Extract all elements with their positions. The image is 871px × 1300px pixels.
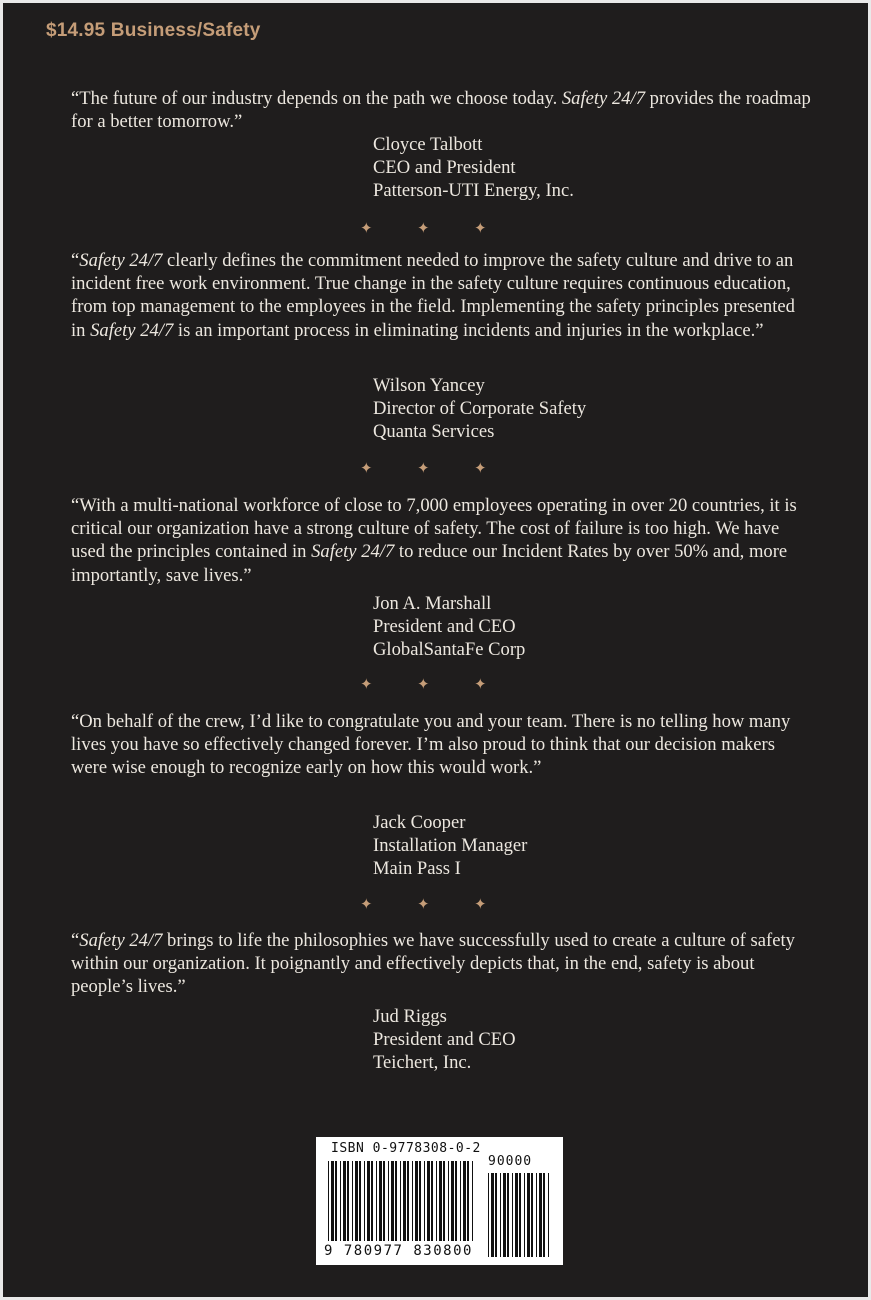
testimonial-quote: “On behalf of the crew, I’d like to congratulate you and your team. There is no telling how many lives you have so effectively changed forever. I’m also proud to think that our decision makers were wise enough to recognize early on how this would work.”	[71, 711, 791, 779]
attribution-company: Quanta Services	[373, 421, 495, 443]
barcode-stripe	[527, 1173, 530, 1257]
barcode-stripe	[512, 1173, 513, 1257]
attribution-name: Cloyce Talbott	[373, 134, 483, 155]
barcode-stripe	[343, 1161, 346, 1241]
barcode-stripe	[371, 1161, 373, 1241]
barcode-stripe	[403, 1161, 406, 1241]
barcode-stripe	[460, 1161, 461, 1241]
barcode-stripe	[383, 1161, 385, 1241]
isbn-label: ISBN 0-9778308-0-2	[331, 1141, 481, 1156]
barcode-stripe	[407, 1161, 409, 1241]
ornament-star-icon: ✦	[474, 895, 487, 913]
testimonial-attribution	[373, 592, 525, 662]
barcode-stripe	[455, 1161, 457, 1241]
barcode-stripe	[431, 1161, 433, 1241]
barcode-stripe	[379, 1161, 382, 1241]
ornament-star-icon: ✦	[360, 219, 373, 237]
barcode-stripe	[415, 1161, 418, 1241]
barcode-stripe	[467, 1161, 469, 1241]
barcode-stripe	[539, 1173, 542, 1257]
testimonial-quote: “Safety 24/7 clearly defines the commitment needed to improve the safety culture and drive to an incident free work environment. True change in the safety culture requires continuous education, from top management to the employees in the field. Implementing the safety principles presented in Safety 24/7 is an important process in eliminating incidents and injuries in the workplace.”	[71, 250, 795, 341]
barcode-stripe	[395, 1161, 397, 1241]
ornament-divider	[360, 219, 500, 235]
barcode-stripe	[491, 1173, 494, 1257]
barcode-stripe	[548, 1173, 549, 1257]
barcode-stripe	[443, 1161, 445, 1241]
barcode-stripe	[388, 1161, 389, 1241]
barcode-stripe	[488, 1173, 489, 1257]
price-code-label: 90000	[488, 1154, 533, 1169]
attribution-title: CEO and President	[373, 157, 516, 179]
attribution-company: Teichert, Inc.	[373, 1052, 472, 1074]
barcode-stripe	[531, 1173, 533, 1257]
barcode-stripe	[451, 1161, 454, 1241]
ornament-star-icon: ✦	[474, 675, 487, 693]
ornament-star-icon: ✦	[360, 459, 373, 477]
barcode-stripe	[427, 1161, 430, 1241]
attribution-title: Installation Manager	[373, 835, 528, 857]
barcode-stripe	[412, 1161, 413, 1241]
price-category-label: $14.95 Business/Safety	[46, 20, 261, 41]
barcode-stripe	[515, 1173, 518, 1257]
ornament-star-icon: ✦	[360, 675, 373, 693]
barcode-stripe	[367, 1161, 370, 1241]
isbn-barcode	[316, 1137, 563, 1265]
ornament-star-icon: ✦	[360, 895, 373, 913]
ornament-star-icon: ✦	[417, 219, 430, 237]
attribution-company: Main Pass I	[373, 858, 461, 880]
testimonial-attribution	[373, 811, 527, 881]
attribution-name: Jon A. Marshall	[373, 593, 492, 614]
barcode-stripe	[331, 1161, 334, 1241]
testimonial-quote: “Safety 24/7 brings to life the philosophies we have successfully used to create a culture of safety within our organization. It poignantly and effectively depicts that, in the end, safety is about people’s lives.”	[71, 930, 795, 998]
barcode-stripe	[436, 1161, 437, 1241]
barcode-stripe	[507, 1173, 509, 1257]
barcode-stripe	[463, 1161, 466, 1241]
barcode-stripe	[359, 1161, 361, 1241]
barcode-stripe	[424, 1161, 425, 1241]
barcode-stripe	[524, 1173, 525, 1257]
ornament-divider	[360, 675, 500, 691]
testimonial-attribution	[373, 133, 574, 203]
ornament-star-icon: ✦	[417, 675, 430, 693]
ornament-star-icon: ✦	[417, 895, 430, 913]
testimonial-quote: “The future of our industry depends on the path we choose today. Safety 24/7 provides the roadmap for a better tomorrow.”	[71, 88, 811, 133]
ornament-star-icon: ✦	[417, 459, 430, 477]
barcode-stripe	[503, 1173, 506, 1257]
barcode-stripe	[439, 1161, 442, 1241]
ornament-divider	[360, 459, 500, 475]
barcode-stripe	[495, 1173, 497, 1257]
attribution-name: Jud Riggs	[373, 1006, 447, 1027]
barcode-stripe	[340, 1161, 341, 1241]
barcode-stripe	[347, 1161, 349, 1241]
barcode-stripe	[472, 1161, 473, 1241]
barcode-stripe	[364, 1161, 365, 1241]
barcode-stripe	[448, 1161, 449, 1241]
barcode-stripe	[500, 1173, 501, 1257]
barcode-stripe	[328, 1161, 329, 1241]
ornament-star-icon: ✦	[474, 219, 487, 237]
barcode-stripe	[543, 1173, 545, 1257]
barcode-stripe	[419, 1161, 421, 1241]
barcode-stripe	[355, 1161, 358, 1241]
barcode-stripe	[519, 1173, 521, 1257]
ornament-star-icon: ✦	[474, 459, 487, 477]
attribution-name: Jack Cooper	[373, 812, 466, 833]
barcode-stripe	[335, 1161, 337, 1241]
barcode-stripe	[536, 1173, 537, 1257]
barcode-stripe	[376, 1161, 377, 1241]
barcode-stripe	[400, 1161, 401, 1241]
testimonial-attribution	[373, 1005, 516, 1075]
ornament-divider	[360, 895, 500, 911]
barcode-stripe	[391, 1161, 394, 1241]
testimonial-quote: “With a multi-national workforce of close to 7,000 employees operating in over 20 countries, it is critical our organization have a strong culture of safety. The cost of failure is too high. We have used the principles contained in Safety 24/7 to reduce our Incident Rates by over 50% and, more importantly, save lives.”	[71, 495, 797, 586]
attribution-company: Patterson-UTI Energy, Inc.	[373, 180, 574, 202]
attribution-title: President and CEO	[373, 616, 516, 638]
attribution-name: Wilson Yancey	[373, 375, 485, 396]
barcode-stripe	[352, 1161, 353, 1241]
ean-number-label: 9 780977 830800	[324, 1243, 473, 1259]
attribution-title: President and CEO	[373, 1029, 516, 1051]
attribution-company: GlobalSantaFe Corp	[373, 639, 526, 661]
testimonial-attribution	[373, 374, 586, 444]
attribution-title: Director of Corporate Safety	[373, 398, 587, 420]
